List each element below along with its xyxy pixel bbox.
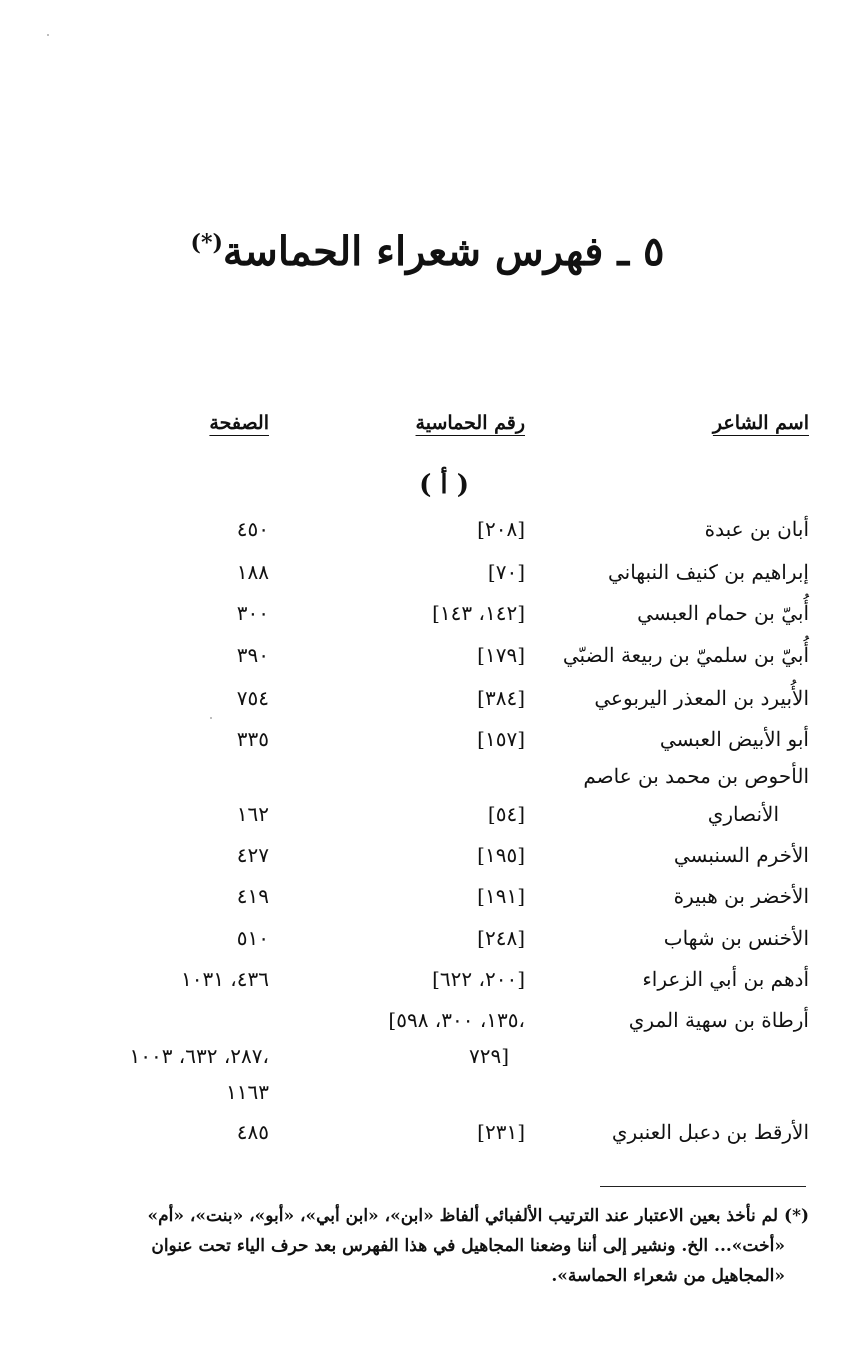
index-row	[0, 843, 855, 877]
column-header-poet: اسم الشاعر	[712, 412, 809, 434]
index-row	[0, 1008, 855, 1042]
footnote-line: (*) لم نأخذ بعين الاعتبار عند الترتيب الألفبائي ألفاظ «ابن»، «ابن أبي»، «أبو»، «بنت»، «أم»	[147, 1206, 809, 1226]
index-row	[0, 926, 855, 960]
page-number: ١٦٢	[236, 802, 269, 826]
hamasa-number: [١٩١]	[477, 884, 525, 908]
poet-name: الأرقط بن دعبل العنبري	[611, 1120, 809, 1144]
index-row	[0, 686, 855, 720]
title-number: ٥ ـ	[617, 228, 665, 275]
scan-speck	[47, 34, 49, 36]
column-header-page: الصفحة	[209, 412, 269, 434]
page-number: ١٨٨	[236, 560, 269, 584]
index-row	[0, 802, 855, 836]
section-letter: ( أ )	[419, 470, 469, 500]
page-number-last: ١١٦٣	[226, 1080, 269, 1104]
hamasa-number: [١٩٥]	[477, 843, 525, 867]
hamasa-number-continued: ٧٢٩]	[468, 1044, 509, 1068]
page-number: ٤٢٧	[236, 843, 269, 867]
index-row	[0, 967, 855, 1001]
page-number: ٣٩٠	[236, 643, 269, 667]
footnote-line: «المجاهيل من شعراء الحماسة».	[551, 1266, 785, 1286]
hamasa-number: [٥٤]	[487, 802, 525, 826]
hamasa-number: [٢٠٠، ٦٢٢]	[432, 967, 525, 991]
hamasa-number: [٢٠٨]	[477, 517, 525, 541]
index-row	[0, 884, 855, 918]
index-row	[0, 517, 855, 551]
poet-name: أُبيّ بن حمام العبسي	[637, 601, 809, 625]
page-numbers-continued: ٢٨٧، ٦٣٢، ١٠٠٣،	[129, 1044, 269, 1068]
title-text: فهرس شعراء الحماسة	[222, 228, 604, 275]
footnote-line: «أخت»... الخ. ونشير إلى أننا وضعنا المجاهيل في هذا الفهرس بعد حرف الياء تحت عنوان	[151, 1236, 785, 1256]
poet-name: إبراهيم بن كنيف النبهاني	[607, 560, 809, 584]
page-number: ٤٨٥	[236, 1120, 269, 1144]
page-number: ٤٣٦، ١٠٣١	[180, 967, 269, 991]
poet-name: الأخضر بن هبيرة	[673, 884, 809, 908]
poet-name-first-line: الأحوص بن محمد بن عاصم	[583, 764, 809, 788]
hamasa-number: [٢٤٨]	[477, 926, 525, 950]
page-number: ٥١٠	[236, 926, 269, 950]
page-number: ٤١٩	[236, 884, 269, 908]
poet-name: الأنصاري	[707, 802, 779, 826]
title-footnote-marker: (*)	[190, 230, 223, 256]
page-number: ٣٣٥	[236, 727, 269, 751]
hamasa-number: [١٧٩]	[477, 643, 525, 667]
index-row	[0, 727, 855, 761]
poet-name: أدهم بن أبي الزعراء	[642, 967, 809, 991]
index-row	[0, 1120, 855, 1154]
poet-name: أبو الأبيض العبسي	[659, 727, 809, 751]
hamasa-number: [١٤٢، ١٤٣]	[432, 601, 525, 625]
page-number: ٤٥٠	[236, 517, 269, 541]
poet-name: أرطاة بن سهية المري	[628, 1008, 809, 1032]
column-header-hamasa: رقم الحماسية	[415, 412, 525, 434]
index-row	[0, 601, 855, 635]
page-number: ٧٥٤	[236, 686, 269, 710]
hamasa-number: [٣٨٤]	[477, 686, 525, 710]
page-title	[0, 228, 855, 276]
index-row	[0, 560, 855, 594]
hamasa-number: [٢٣١]	[477, 1120, 525, 1144]
hamasa-number: [١٥٧]	[477, 727, 525, 751]
index-row	[0, 643, 855, 677]
hamasa-number: [٧٠]	[487, 560, 525, 584]
hamasa-number: [١٣٥، ٣٠٠، ٥٩٨،	[388, 1008, 525, 1032]
poet-name: الأخنس بن شهاب	[663, 926, 809, 950]
footnote-divider	[600, 1186, 806, 1187]
page-number: ٣٠٠	[236, 601, 269, 625]
poet-name: أُبيّ بن سلميّ بن ربيعة الضبّي	[562, 643, 809, 667]
poet-name: أبان بن عبدة	[704, 517, 809, 541]
poet-name: الأُبيرد بن المعذر اليربوعي	[594, 686, 809, 710]
poet-name: الأخرم السنبسي	[673, 843, 809, 867]
